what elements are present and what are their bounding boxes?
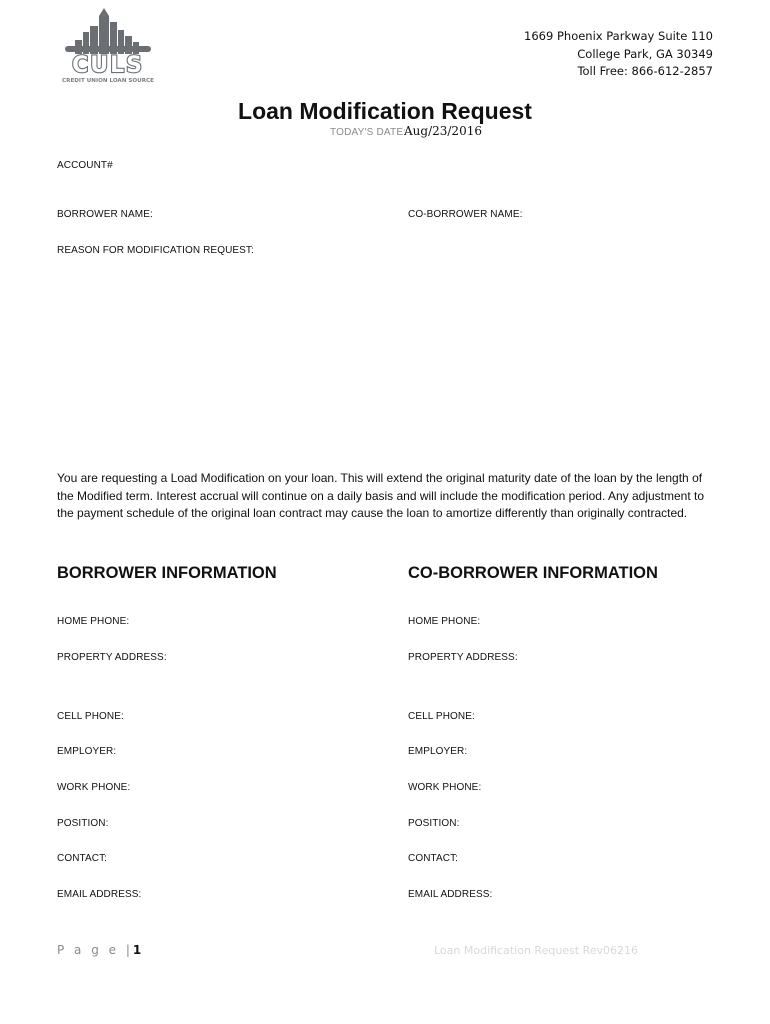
coborrower-information-heading: CO-BORROWER INFORMATION — [408, 564, 658, 582]
coborrower-position-label: POSITION: — [408, 818, 460, 829]
page-title: Loan Modification Request — [238, 98, 532, 124]
modification-notice: You are requesting a Load Modification on your loan. This will extend the original maturity date of the loan by the length of the Modified term. Interest accrual will continue on a daily basis and will include the modification period. Any adjustment to the payment schedule of the original loan contract may cause the loan to amortize differently than originally contracted. — [57, 471, 705, 520]
account-number-label: ACCOUNT# — [57, 160, 113, 171]
coborrower-home-phone-label: HOME PHONE: — [408, 616, 481, 627]
todays-date-label: TODAY'S DATE: — [330, 127, 407, 138]
address-line-3-toll-free: Toll Free: 866-612-2857 — [577, 64, 713, 78]
borrower-property-address-label: PROPERTY ADDRESS: — [57, 652, 167, 663]
address-line-2: College Park, GA 30349 — [577, 47, 713, 61]
borrower-information-heading: BORROWER INFORMATION — [57, 564, 277, 582]
address-line-1: 1669 Phoenix Parkway Suite 110 — [524, 29, 713, 43]
borrower-home-phone-label: HOME PHONE: — [57, 616, 130, 627]
borrower-position-label: POSITION: — [57, 818, 109, 829]
borrower-work-phone-label: WORK PHONE: — [57, 782, 131, 793]
coborrower-name-label: CO-BORROWER NAME: — [408, 209, 523, 220]
page-separator: | — [125, 943, 133, 957]
coborrower-cell-phone-label: CELL PHONE: — [408, 711, 475, 722]
culs-logo — [55, 6, 161, 86]
page-number: 1 — [132, 943, 142, 957]
borrower-cell-phone-label: CELL PHONE: — [57, 711, 124, 722]
coborrower-email-label: EMAIL ADDRESS: — [408, 889, 493, 900]
borrower-email-label: EMAIL ADDRESS: — [57, 889, 142, 900]
coborrower-employer-label: EMPLOYER: — [408, 746, 468, 757]
reason-for-modification-label: REASON FOR MODIFICATION REQUEST: — [57, 245, 254, 256]
city-skyline-logo-icon — [55, 6, 161, 86]
todays-date-value[interactable]: Aug/23/2016 — [404, 124, 482, 138]
coborrower-property-address-label: PROPERTY ADDRESS: — [408, 652, 518, 663]
page-label: P a g e — [57, 943, 120, 957]
page-number-footer — [57, 943, 141, 957]
coborrower-contact-label: CONTACT: — [408, 853, 459, 864]
borrower-name-label: BORROWER NAME: — [57, 209, 153, 220]
borrower-contact-label: CONTACT: — [57, 853, 108, 864]
borrower-employer-label: EMPLOYER: — [57, 746, 117, 757]
logo-wordmark: CULS — [72, 53, 144, 78]
coborrower-work-phone-label: WORK PHONE: — [408, 782, 482, 793]
document-revision-footer: Loan Modification Request Rev06216 — [434, 944, 639, 957]
logo-tagline: CREDIT UNION LOAN SOURCE — [62, 78, 154, 84]
